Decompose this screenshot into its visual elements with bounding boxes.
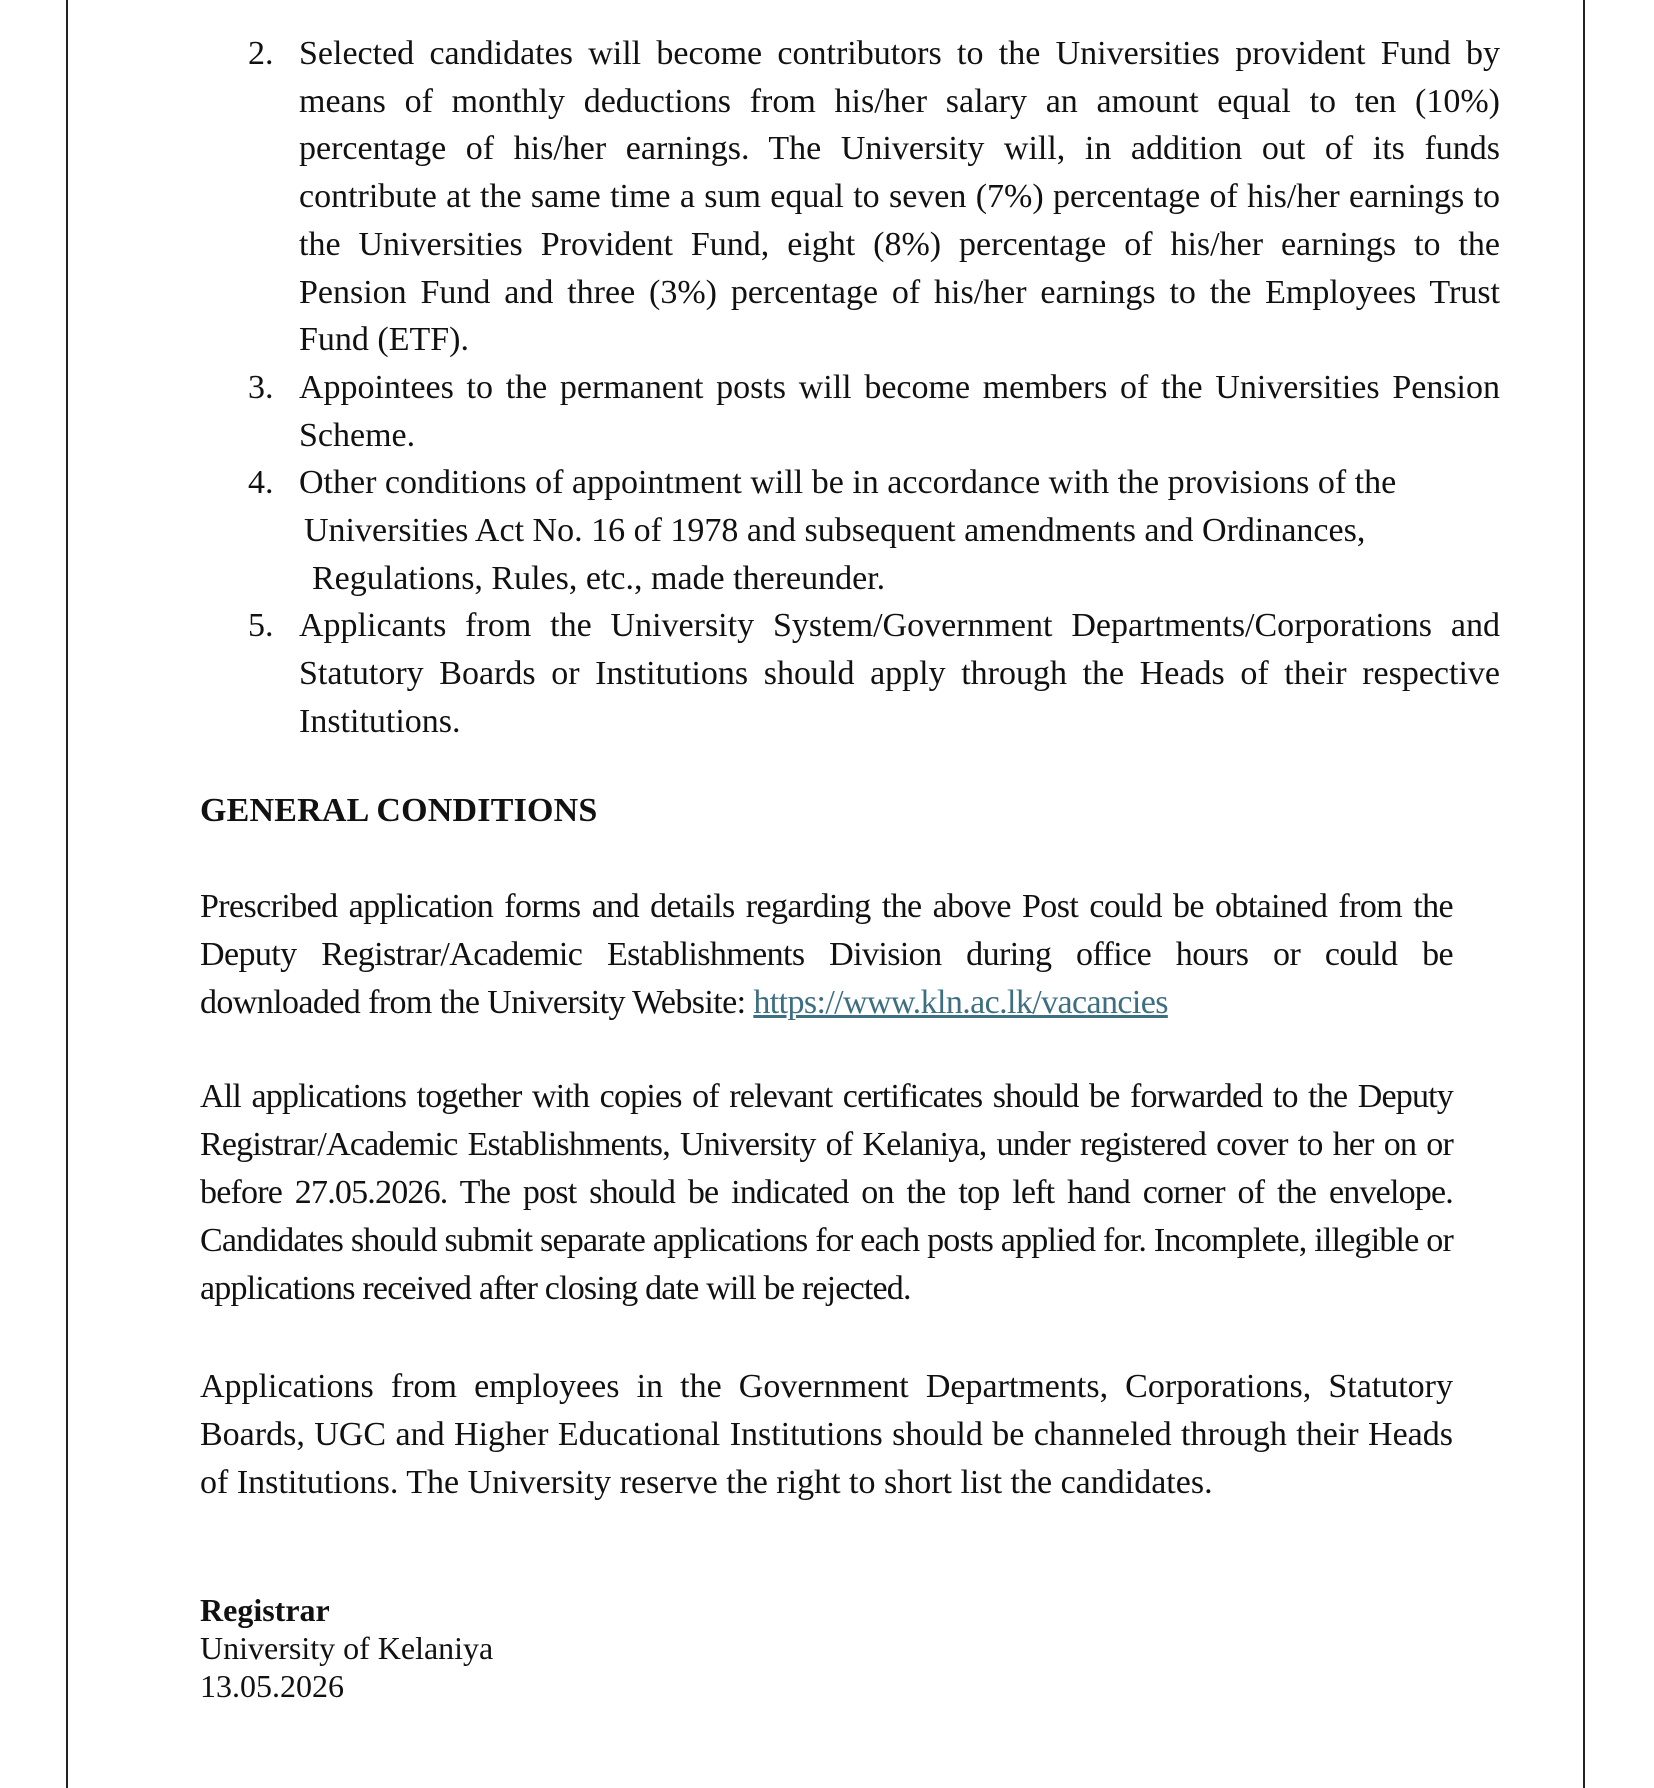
list-item-number: 2.	[248, 35, 274, 72]
list-item-line: Universities Act No. 16 of 1978 and subsequent amendments and Ordinances,	[304, 512, 1366, 550]
submission-paragraph: All applications together with copies of relevant certificates should be forwarded to the Deputy Registrar/Academic Establishments, University of Kelaniya, under registered cover to her on or before 27.05.2026. The post should be indicated on the top left hand corner of the envelope. Candidates should submit separate applications for each posts applied for. Incomplete, illegible or applications received after closing date will be rejected.	[200, 1078, 1453, 1307]
signature-block	[200, 1591, 493, 1705]
list-item-line: Regulations, Rules, etc., made thereunder.	[312, 559, 886, 597]
signatory-institution: University of Kelaniya	[200, 1630, 494, 1666]
list-item-text	[299, 459, 1500, 602]
list-item-line: Other conditions of appointment will be in accordance with the provisions of the	[299, 464, 1397, 502]
list-item-number: 3.	[248, 368, 274, 406]
list-item	[248, 602, 1500, 745]
list-item-number: 4.	[248, 464, 274, 502]
list-item	[248, 364, 1500, 459]
conditions-list	[248, 30, 1500, 746]
vacancies-link[interactable]: https://www.kln.ac.lk/vacancies	[753, 984, 1168, 1021]
application-forms-paragraph	[200, 883, 1453, 1027]
list-item-number: 5.	[248, 607, 274, 645]
list-item	[248, 459, 1500, 602]
list-item	[248, 30, 1500, 364]
paragraph-text: Prescribed application forms and details regarding the above Post could be obtained from the Deputy Registrar/Academic Establishments Division during office hours or could be downloaded from the University Website:	[200, 888, 1453, 1021]
government-employees-paragraph: Applications from employees in the Government Departments, Corporations, Statutory Boards, UGC and Higher Educational Institutions should be channeled through their Heads of Institutions. The University reserve the right to short list the candidates.	[200, 1368, 1453, 1501]
list-item-text: Appointees to the permanent posts will become members of the Universities Pension Scheme.	[299, 368, 1500, 454]
list-item-text: Selected candidates will become contributors to the Universities provident Fund by means of monthly deductions from his/her salary an amount equal to ten (10%) percentage of his/her earnings. The University will, in addition out of its funds contribute at the same time a sum equal to seven (7%) percentage of his/her earnings to the Universities Provident Fund, eight (8%) percentage of his/her earnings to the Pension Fund and three (3%) percentage of his/her earnings to the Employees Trust Fund (ETF).	[299, 35, 1500, 359]
signatory-title: Registrar	[200, 1592, 330, 1628]
list-item-text: Applicants from the University System/Government Departments/Corporations and Statutory Boards or Institutions should apply through the Heads of their respective Institutions.	[299, 607, 1500, 740]
general-conditions-heading: GENERAL CONDITIONS	[200, 792, 598, 829]
signature-date: 13.05.2026	[200, 1668, 344, 1704]
